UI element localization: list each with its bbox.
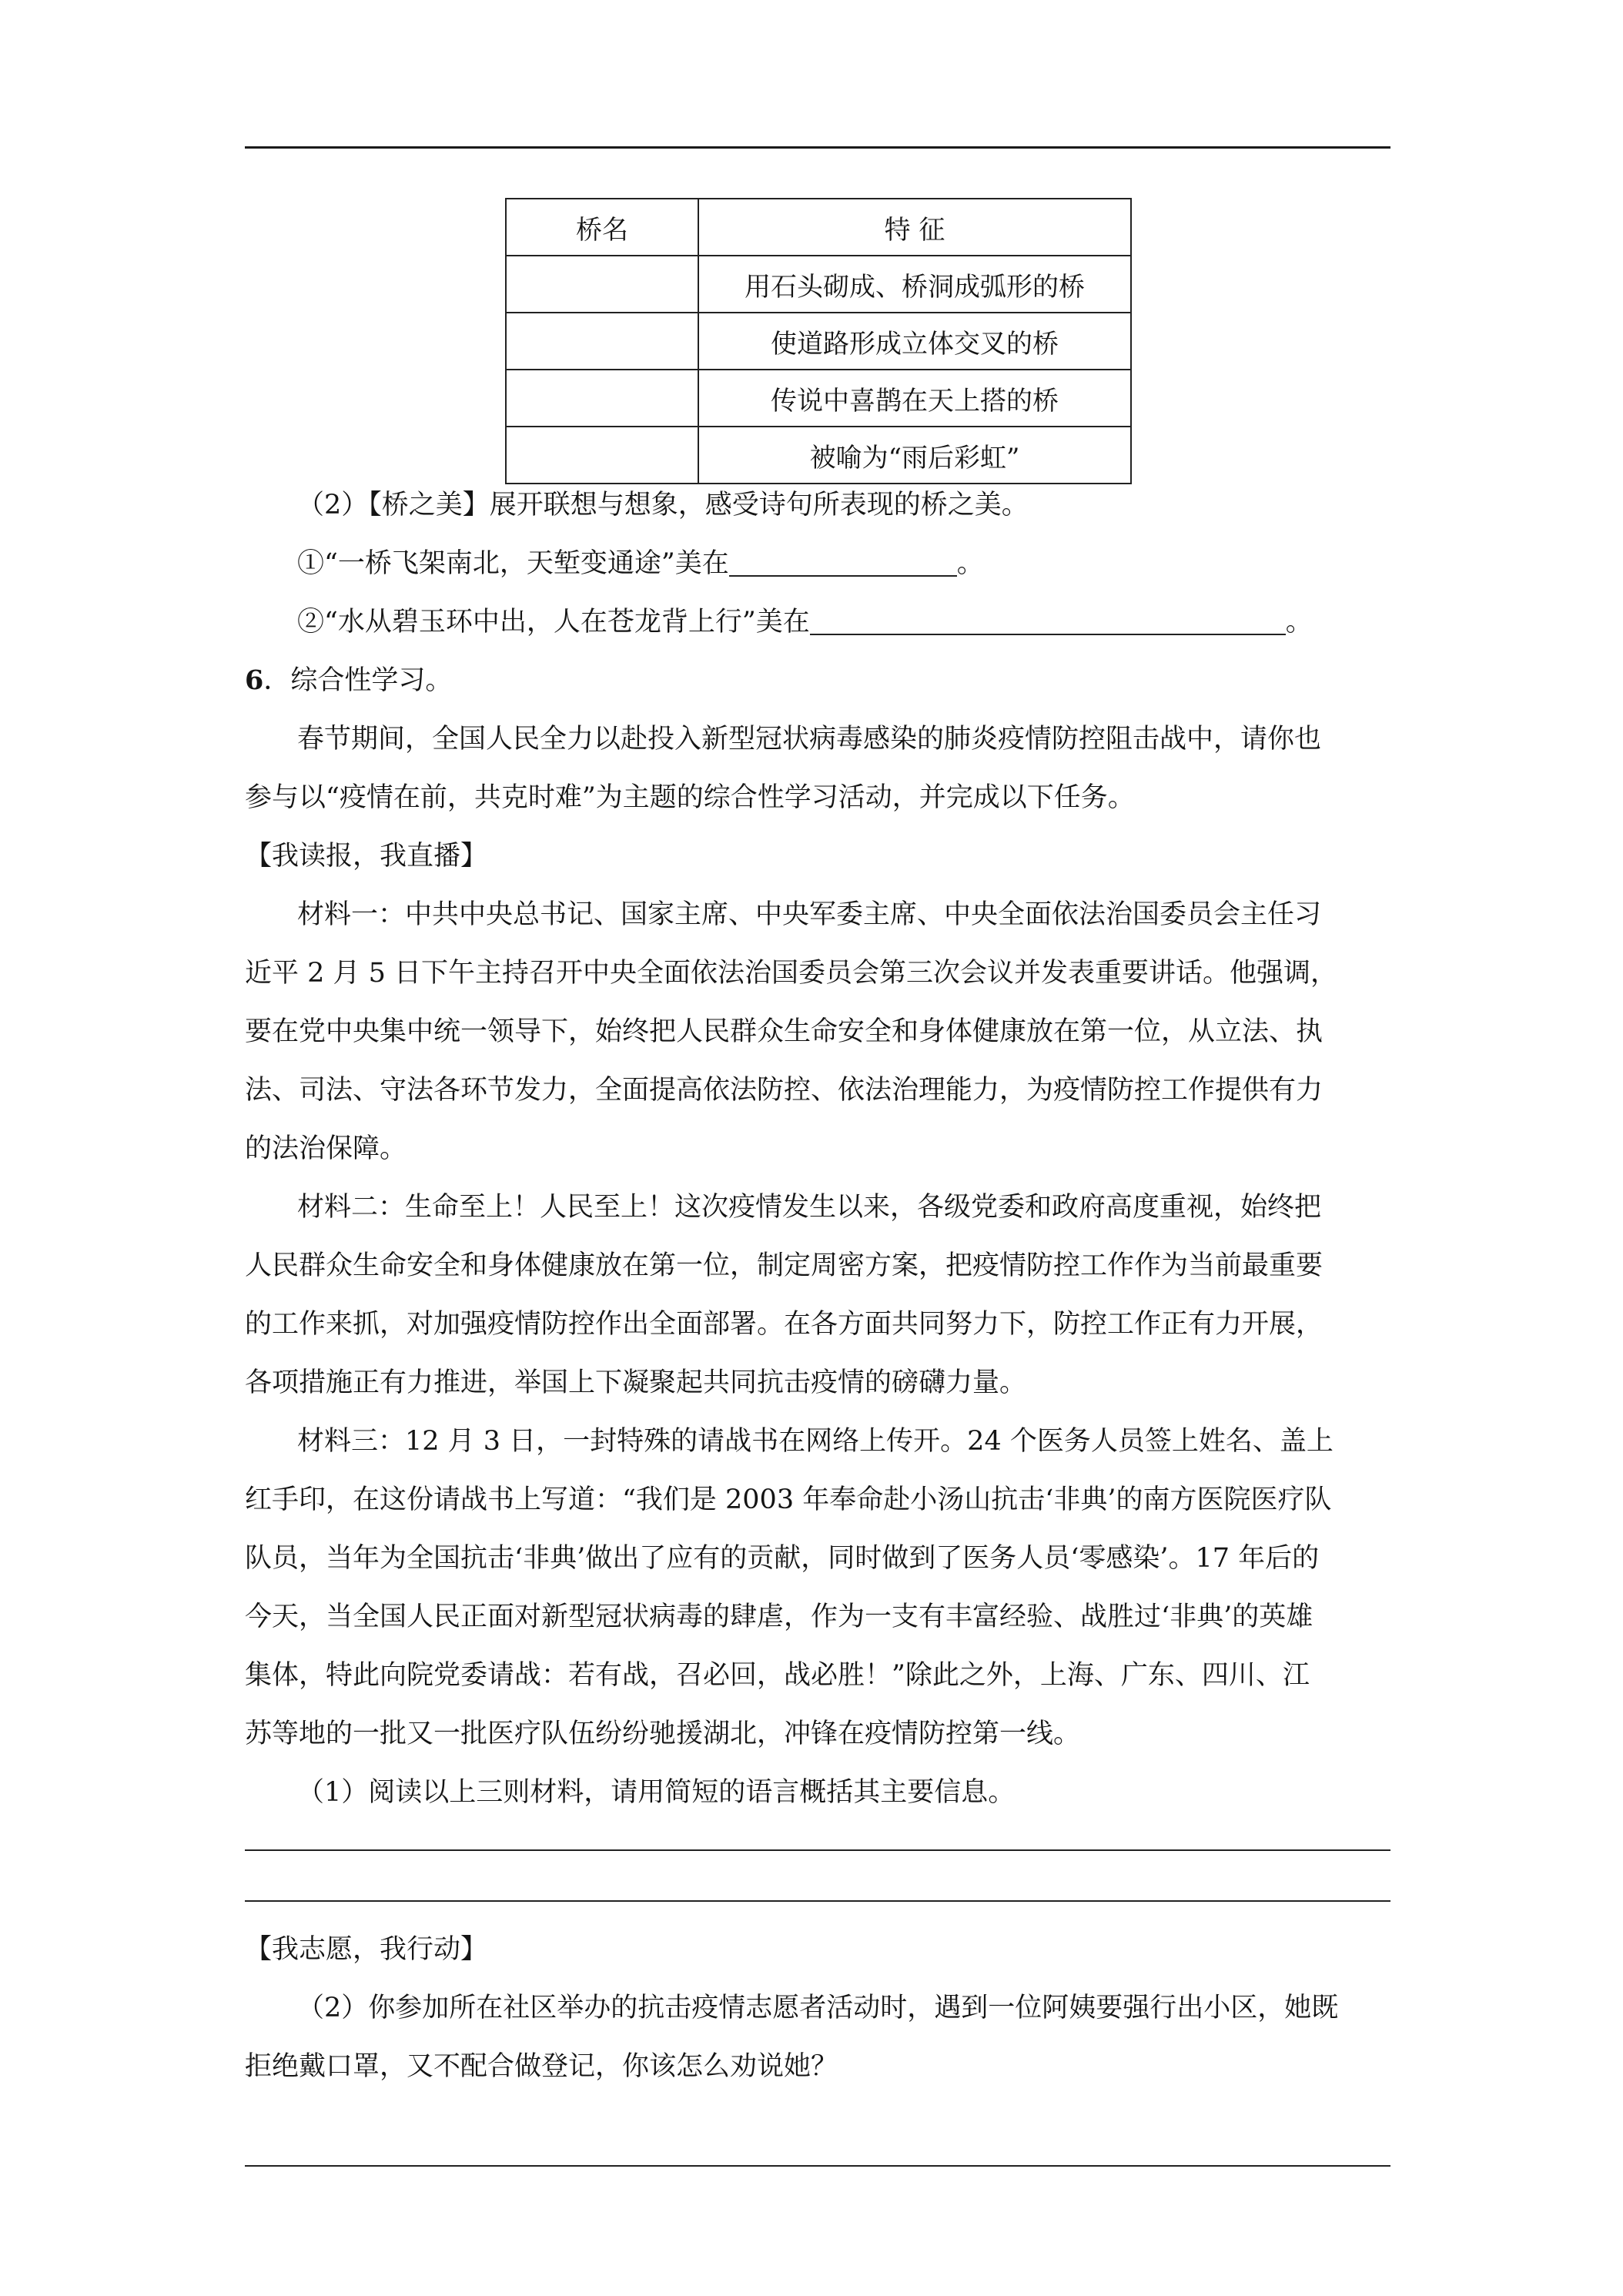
section-read-broadcast: 【我读报，我直播】 bbox=[245, 841, 488, 872]
answer-line[interactable] bbox=[245, 1849, 1390, 1851]
material-2-line: 各项措施正有力推进，举国上下凝聚起共同抗击疫情的磅礴力量。 bbox=[245, 1367, 1027, 1398]
q5-2-item1-text: ①“一桥飞架南北，天堑变通途”美在 bbox=[297, 548, 729, 579]
table-row bbox=[506, 256, 1131, 313]
q5-2-prompt: （2）【桥之美】展开联想与想象，感受诗句所表现的桥之美。 bbox=[297, 490, 1029, 520]
q6-intro-line: 春节期间，全国人民全力以赴投入新型冠状病毒感染的肺炎疫情防控阻击战中，请你也 bbox=[297, 724, 1322, 755]
q5-2-item2 bbox=[297, 593, 1313, 651]
bridge-table bbox=[505, 198, 1132, 484]
section-volunteer: 【我志愿，我行动】 bbox=[245, 1934, 488, 1965]
material-3-line: 今天，当全国人民正面对新型冠状病毒的肆虐，作为一支有丰富经验、战胜过‘非典’的英雄 bbox=[245, 1602, 1313, 1632]
table-header-feature: 特 征 bbox=[698, 199, 1131, 256]
material-3-line: 集体，特此向院党委请战：若有战，召必回，战必胜！”除此之外，上海、广东、四川、江 bbox=[245, 1660, 1310, 1691]
answer-line[interactable] bbox=[245, 2165, 1390, 2167]
material-1-line: 近平 2 月 5 日下午主持召开中央全面依法治国委员会第三次会议并发表重要讲话。他强调， bbox=[245, 958, 1338, 989]
table-row bbox=[506, 427, 1131, 484]
answer-line[interactable] bbox=[245, 1900, 1390, 1902]
table-cell-name[interactable] bbox=[506, 370, 698, 427]
material-1-line: 材料一：中共中央总书记、国家主席、中央军委主席、中央全面依法治国委员会主任习 bbox=[297, 899, 1322, 930]
table-row bbox=[506, 370, 1131, 427]
material-2-line: 的工作来抓，对加强疫情防控作出全面部署。在各方面共同努力下，防控工作正有力开展， bbox=[245, 1309, 1323, 1340]
material-1-line: 要在党中央集中统一领导下，始终把人民群众生命安全和身体健康放在第一位，从立法、执 bbox=[245, 1016, 1323, 1047]
q5-2-item1-end: 。 bbox=[956, 548, 984, 579]
q5-2-item2-text: ②“水从碧玉环中出，人在苍龙背上行”美在 bbox=[297, 607, 810, 638]
table-row bbox=[506, 313, 1131, 370]
table-cell-feature: 使道路形成立体交叉的桥 bbox=[698, 313, 1131, 370]
material-3-line: 队员，当年为全国抗击‘非典’做出了应有的贡献，同时做到了医务人员‘零感染’。17 年后的 bbox=[245, 1543, 1320, 1574]
table-cell-name[interactable] bbox=[506, 313, 698, 370]
q6-number: 6 bbox=[245, 664, 264, 696]
table-cell-feature: 传说中喜鹊在天上搭的桥 bbox=[698, 370, 1131, 427]
header-rule bbox=[245, 146, 1390, 149]
table-cell-name[interactable] bbox=[506, 256, 698, 313]
material-1-line: 的法治保障。 bbox=[245, 1133, 407, 1164]
table-cell-feature: 被喻为“雨后彩虹” bbox=[698, 427, 1131, 484]
question-2-line: （2）你参加所在社区举办的抗击疫情志愿者活动时，遇到一位阿姨要强行出小区，她既 bbox=[297, 1993, 1339, 2023]
question-2-line: 拒绝戴口罩，又不配合做登记，你该怎么劝说她？ bbox=[245, 2051, 838, 2082]
table-header-name: 桥名 bbox=[506, 199, 698, 256]
question-1: （1）阅读以上三则材料，请用简短的语言概括其主要信息。 bbox=[297, 1777, 1016, 1808]
q6-intro-line: 参与以“疫情在前，共克时难”为主题的综合性学习活动，并完成以下任务。 bbox=[245, 782, 1135, 813]
material-2-line: 人民群众生命安全和身体健康放在第一位，制定周密方案，把疫情防控工作作为当前最重要 bbox=[245, 1250, 1323, 1281]
table-header-row bbox=[506, 199, 1131, 256]
material-3-line: 苏等地的一批又一批医疗队伍纷纷驰援湖北，冲锋在疫情防控第一线。 bbox=[245, 1719, 1081, 1749]
q5-2-item1 bbox=[297, 534, 984, 593]
table-cell-feature: 用石头砌成、桥洞成弧形的桥 bbox=[698, 256, 1131, 313]
material-2-line: 材料二：生命至上！人民至上！这次疫情发生以来，各级党委和政府高度重视，始终把 bbox=[297, 1192, 1322, 1223]
answer-blank-1[interactable] bbox=[729, 552, 957, 577]
q5-2-item2-end: 。 bbox=[1285, 607, 1313, 638]
q6-heading bbox=[245, 651, 452, 710]
material-3-line: 红手印，在这份请战书上写道：“我们是 2003 年奉命赴小汤山抗击‘非典’的南方医院医疗队 bbox=[245, 1484, 1332, 1515]
q6-title: ．综合性学习。 bbox=[263, 665, 453, 696]
answer-blank-2[interactable] bbox=[810, 611, 1286, 635]
material-1-line: 法、司法、守法各环节发力，全面提高依法防控、依法治理能力，为疫情防控工作提供有力 bbox=[245, 1075, 1323, 1106]
material-3-line: 材料三：12 月 3 日，一封特殊的请战书在网络上传开。24 个医务人员签上姓名、盖上 bbox=[297, 1426, 1334, 1457]
table-cell-name[interactable] bbox=[506, 427, 698, 484]
